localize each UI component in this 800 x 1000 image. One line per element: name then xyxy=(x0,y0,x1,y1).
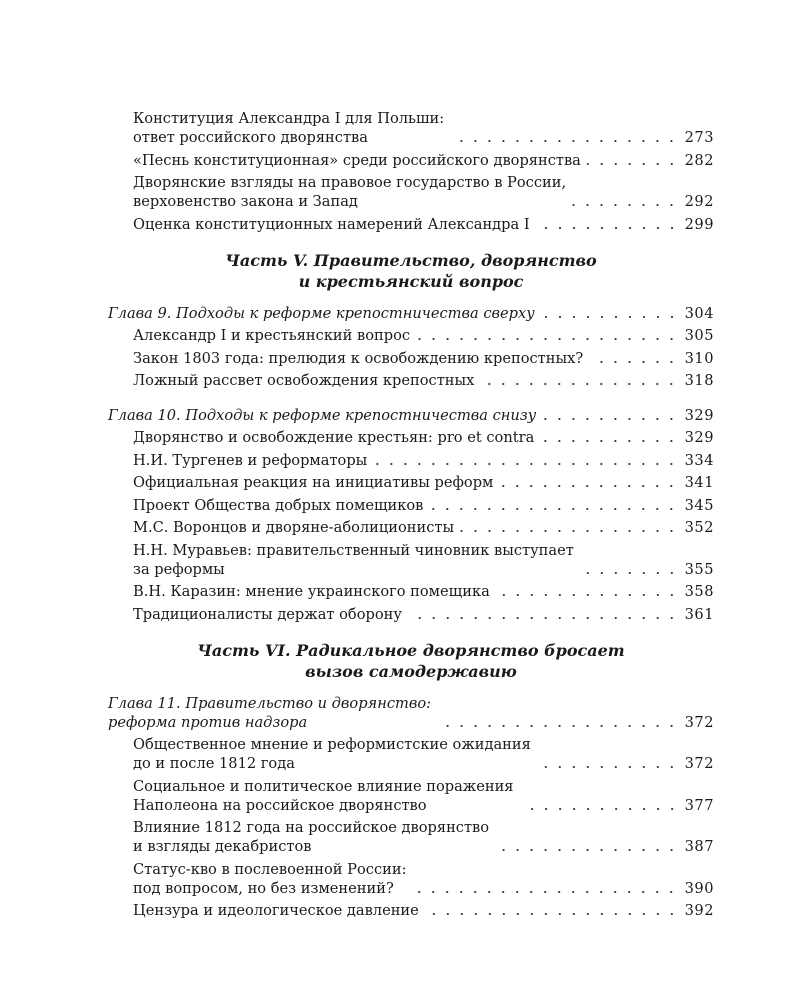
toc-page-number: 334 xyxy=(684,451,714,469)
toc-entry xyxy=(108,735,714,773)
toc-chapter-entry xyxy=(108,694,714,732)
toc-entry-title: Дворянские взгляды на правовое государство в России, верховенство закона и Запад xyxy=(133,174,567,210)
dot-leader xyxy=(425,912,679,916)
toc-entry xyxy=(108,860,714,898)
toc-entry-title: Традиционалисты держат оборону xyxy=(133,605,402,623)
dot-leader xyxy=(540,439,678,443)
toc-page-number: 387 xyxy=(684,838,714,855)
toc-entry-title: Оценка конституционных намерений Александра I xyxy=(133,215,530,233)
toc-entry-title: Общественное мнение и реформистские ожидания до и после 1812 года xyxy=(133,736,531,772)
toc-page-number: 390 xyxy=(684,879,714,897)
section-gap xyxy=(108,394,714,406)
toc-entry xyxy=(108,518,714,537)
toc-entry-title: В.Н. Каразин: мнение украинского помещика xyxy=(133,583,490,600)
toc-page-number: 361 xyxy=(684,605,714,623)
toc-entry-title: Влияние 1812 года на российское дворянство и взгляды декабристов xyxy=(133,819,490,855)
dot-leader xyxy=(460,529,679,533)
toc-entry xyxy=(108,151,714,170)
toc-chapter-title: Глава 9. Подходы к реформе крепостничества сверху xyxy=(108,304,535,322)
toc-entry-title: Официальная реакция на инициативы реформ xyxy=(133,474,494,491)
toc-entry xyxy=(108,371,714,390)
toc-page-number: 345 xyxy=(684,496,714,514)
toc-entry-title: М.С. Воронцов и дворяне-аболиционисты xyxy=(133,519,455,536)
toc-entry xyxy=(108,173,714,211)
dot-leader xyxy=(572,203,679,207)
toc-page-number: 358 xyxy=(684,583,714,600)
dot-leader xyxy=(499,484,678,488)
toc-page-number: 329 xyxy=(684,406,714,424)
toc-page-number: 341 xyxy=(684,474,714,491)
toc-chapter-title: Глава 11. Правительство и дворянство: реформа против надзора xyxy=(108,694,432,731)
dot-leader xyxy=(541,315,679,319)
toc-entry-title: Н.И. Тургенев и реформаторы xyxy=(133,451,368,469)
toc-entry xyxy=(108,109,714,147)
dot-leader xyxy=(536,226,679,230)
dot-leader xyxy=(437,724,679,728)
toc-page-number: 392 xyxy=(684,902,714,919)
toc-entry-title: Цензура и идеологическое давление xyxy=(133,902,419,919)
toc-page-number: 372 xyxy=(684,755,714,772)
part-heading: Часть V. Правительство, дворянство и крестьянский вопрос xyxy=(225,250,597,291)
toc-page-number: 304 xyxy=(684,304,714,322)
toc-page-number: 377 xyxy=(684,796,714,814)
dot-leader xyxy=(542,417,678,421)
dot-leader xyxy=(580,571,679,575)
toc-entry xyxy=(108,901,714,920)
toc-chapter-title: Глава 10. Подходы к реформе крепостничества снизу xyxy=(108,406,537,424)
toc-page-number: 355 xyxy=(684,560,714,578)
toc-page-number: 282 xyxy=(684,151,714,169)
toc-entry xyxy=(108,473,714,492)
toc-entry xyxy=(108,777,714,815)
toc-entry xyxy=(108,605,714,624)
toc-entry-title: Закон 1803 года: прелюдия к освобождению крепостных? xyxy=(133,349,584,367)
toc-entry-title: Н.Н. Муравьев: правительственный чиновник выступает за реформы xyxy=(133,541,574,578)
dot-leader xyxy=(589,360,678,364)
toc-entry-title: Социальное и политическое влияние поражения Наполеона на российское дворянство xyxy=(133,777,514,814)
toc-page-number: 292 xyxy=(684,193,714,210)
toc-page-number: 329 xyxy=(684,429,714,446)
dot-leader xyxy=(496,593,679,597)
toc-entry xyxy=(108,541,714,579)
toc-entry xyxy=(108,428,714,447)
dot-leader xyxy=(587,162,679,166)
toc-chapter-entry xyxy=(108,304,714,323)
table-of-contents xyxy=(108,109,714,924)
toc-entry xyxy=(108,326,714,345)
dot-leader xyxy=(408,616,679,620)
toc-entry xyxy=(108,496,714,515)
dot-leader xyxy=(412,890,678,894)
dot-leader xyxy=(537,765,679,769)
dot-leader xyxy=(520,807,679,811)
dot-leader xyxy=(416,337,679,341)
toc-entry xyxy=(108,349,714,368)
toc-entry-title: Проект Общества добрых помещиков xyxy=(133,496,424,514)
toc-entry-title: «Песнь конституционная» среди российского дворянства xyxy=(133,151,581,169)
toc-page-number: 299 xyxy=(684,215,714,233)
toc-entry-title: Дворянство и освобождение крестьян: pro et contra xyxy=(133,429,535,446)
toc-page-number: 305 xyxy=(684,327,714,344)
dot-leader xyxy=(429,507,678,511)
toc-entry xyxy=(108,818,714,856)
dot-leader xyxy=(450,139,678,143)
toc-entry-title: Александр I и крестьянский вопрос xyxy=(133,327,411,344)
toc-page-number: 318 xyxy=(684,372,714,389)
toc-page-number: 352 xyxy=(684,519,714,536)
toc-entry xyxy=(108,215,714,234)
toc-entry xyxy=(108,582,714,601)
part-heading: Часть VI. Радикальное дворянство бросает вызов самодержавию xyxy=(197,640,625,681)
dot-leader xyxy=(373,462,678,466)
toc-page-number: 372 xyxy=(684,713,714,731)
toc-page-number: 310 xyxy=(684,349,714,367)
toc-entry xyxy=(108,451,714,470)
toc-entry-title: Конституция Александра I для Польши: ответ российского дворянства xyxy=(133,110,445,146)
toc-entry-title: Ложный рассвет освобождения крепостных xyxy=(133,372,475,389)
toc-entry-title: Статус-кво в послевоенной России: под вопросом, но без изменений? xyxy=(133,860,407,897)
toc-chapter-entry xyxy=(108,406,714,425)
dot-leader xyxy=(495,848,679,852)
dot-leader xyxy=(480,382,678,386)
toc-page-number: 273 xyxy=(684,129,714,146)
